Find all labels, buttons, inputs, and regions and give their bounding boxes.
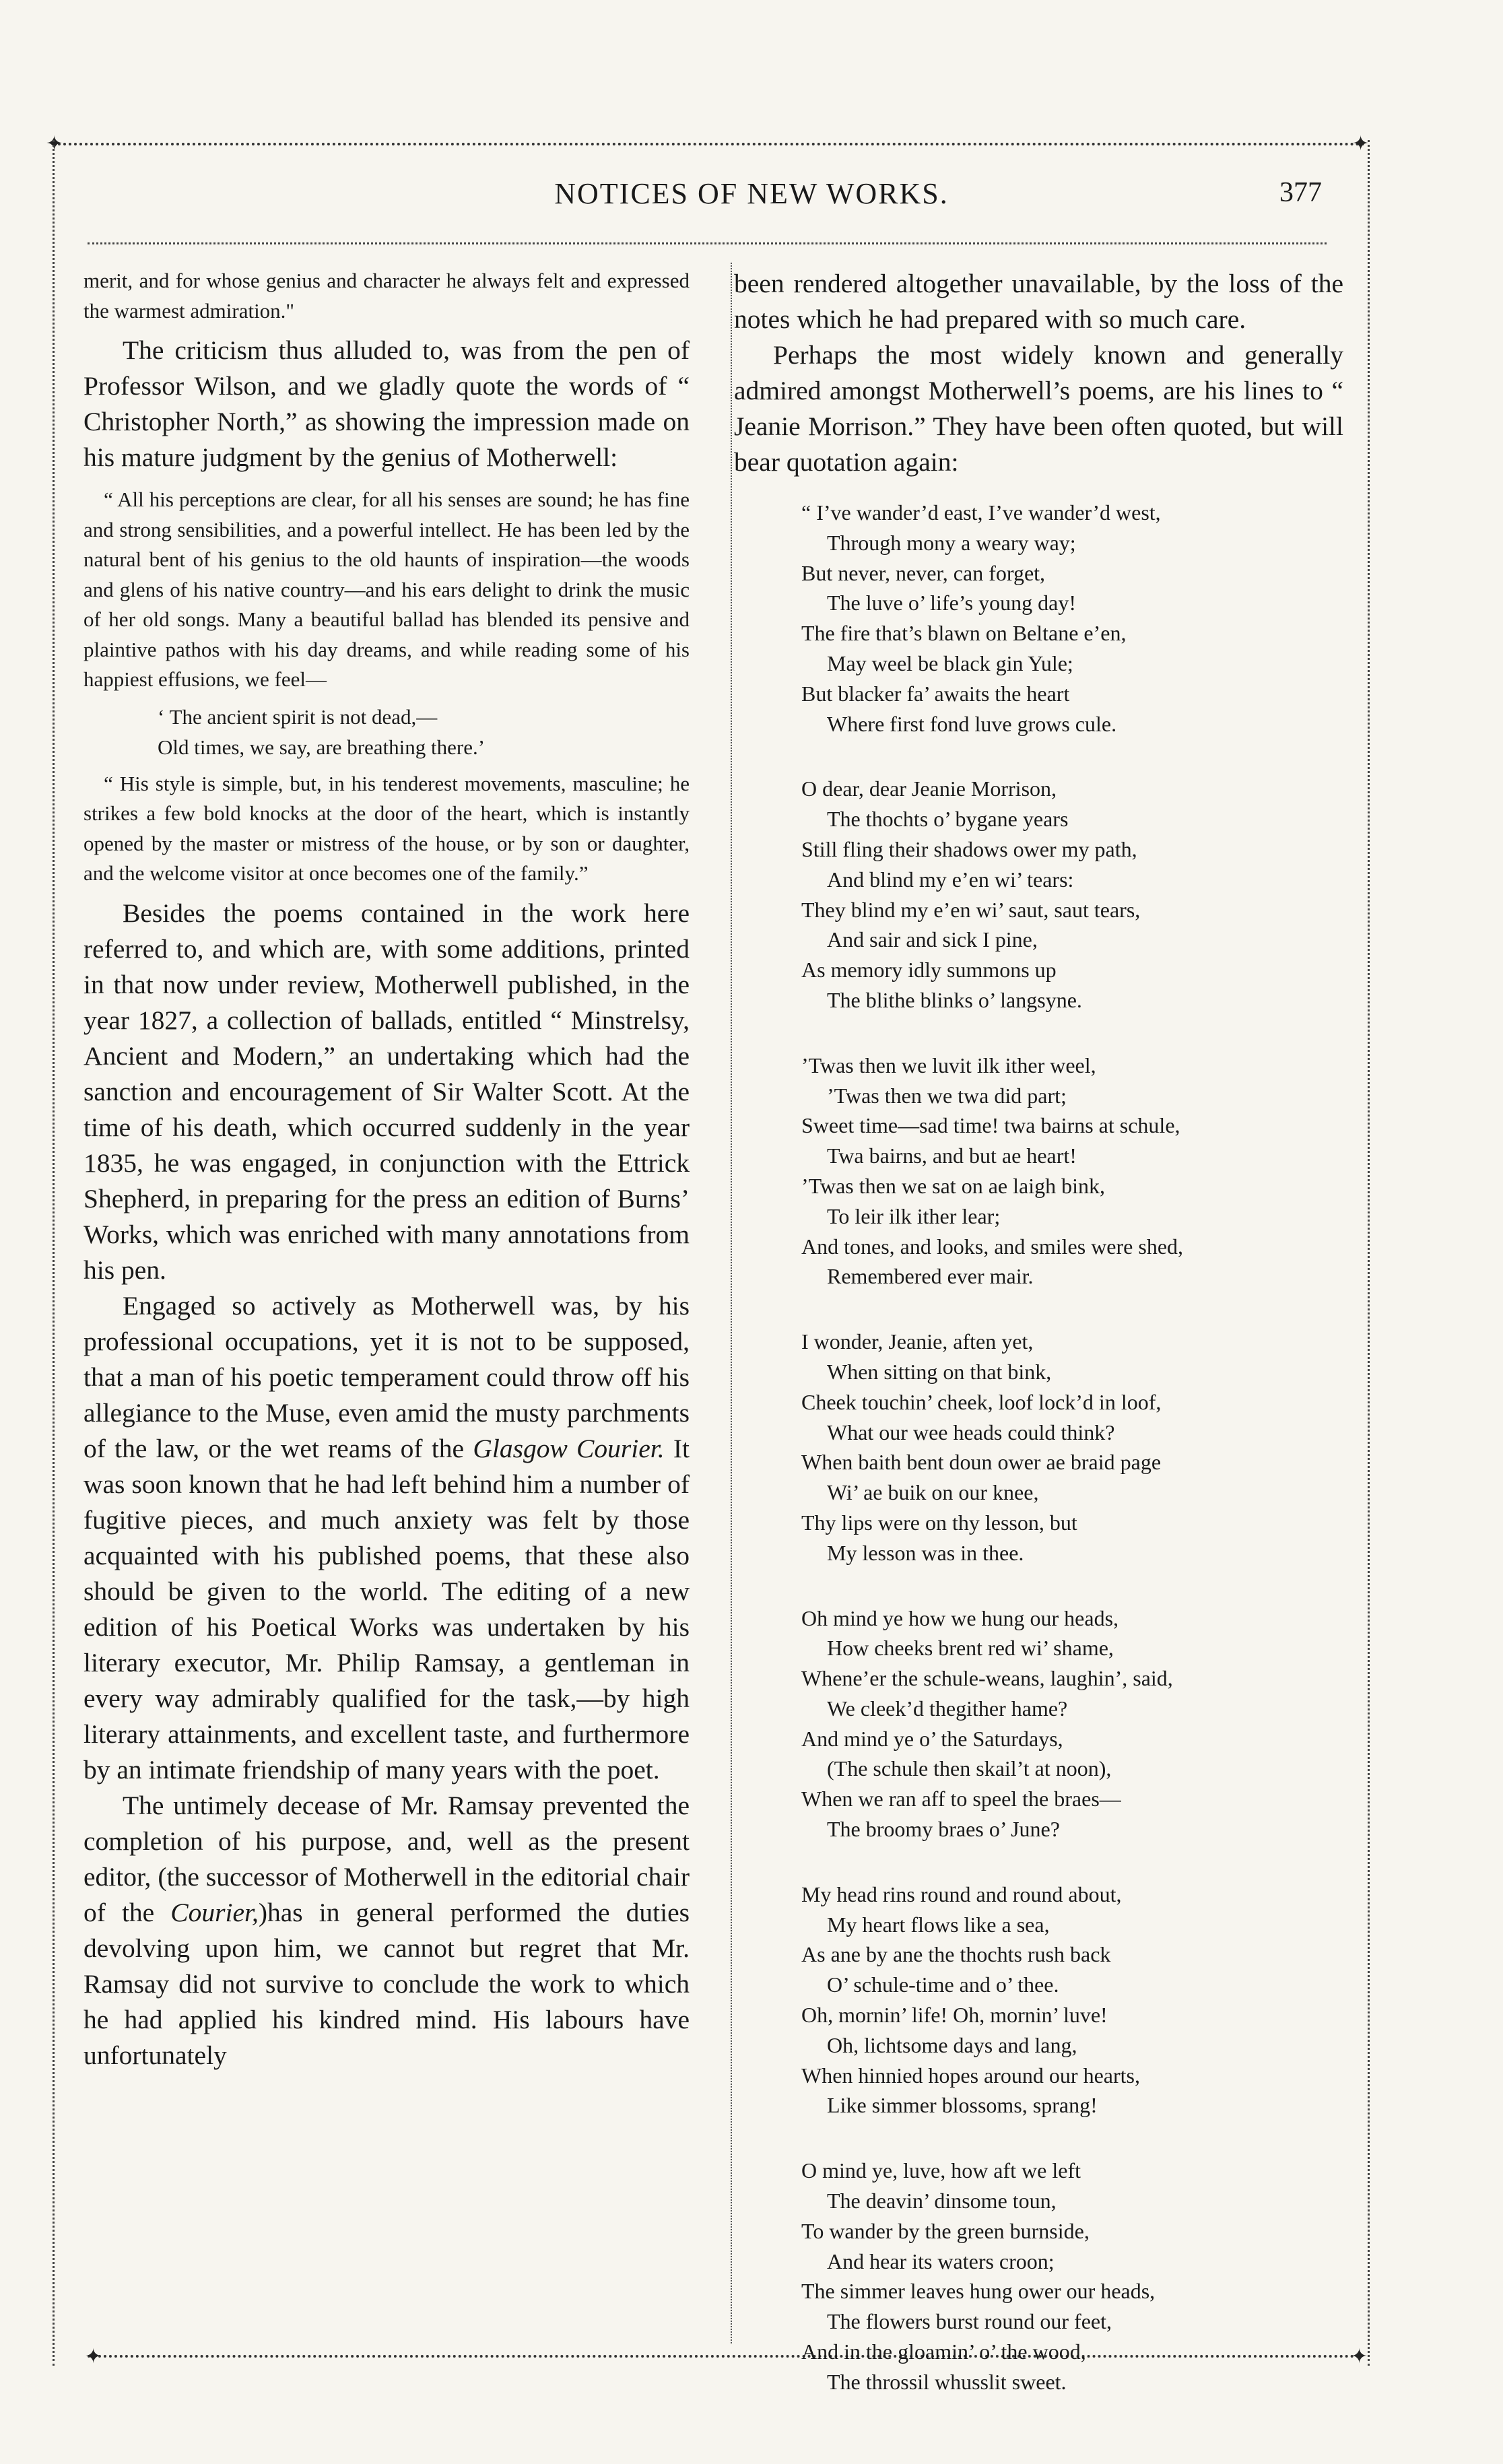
column-separator	[731, 263, 732, 2343]
poem-line: Twa bairns, and but ae heart!	[827, 1143, 1077, 1168]
poem-line: O’ schule-time and o’ thee.	[827, 1972, 1059, 1997]
poem-line: Cheek touchin’ cheek, loof lock’d in loof,	[801, 1389, 1162, 1414]
poem-line: ’Twas then we sat on ae laigh bink,	[801, 1173, 1105, 1198]
paragraph	[84, 1288, 690, 1788]
left-column	[84, 266, 690, 2073]
poem-line: And sair and sick I pine,	[827, 927, 1038, 952]
poem-line: (The schule then skail’t at noon),	[827, 1756, 1112, 1781]
poem-line: Wi’ ae buik on our knee,	[827, 1480, 1039, 1505]
poem-line: Still fling their shadows ower my path,	[801, 836, 1137, 861]
poem-line: But blacker fa’ awaits the heart	[801, 681, 1070, 706]
corner-ornament-bottom-right: ✦	[1351, 2345, 1368, 2368]
poem-stanza	[801, 1879, 1343, 2121]
poem-line: O dear, dear Jeanie Morrison,	[801, 776, 1057, 801]
poem-line: To wander by the green burnside,	[801, 2218, 1090, 2243]
poem-line: Oh mind ye how we hung our heads,	[801, 1605, 1119, 1630]
page-number: 377	[1279, 177, 1322, 208]
poem-line: “ I’ve wander’d east, I’ve wander’d west,	[801, 500, 1161, 525]
poem-stanza	[801, 1327, 1343, 1568]
poem-line: To leir ilk ither lear;	[827, 1203, 1001, 1228]
paragraph-continuation: merit, and for whose genius and character he always felt and expressed the warmest admiration."	[84, 269, 690, 323]
block-quote: “ His style is simple, but, in his tenderest movements, masculine; he strikes a few bold knocks at the door of the heart, which is instantly opened by the master or mistress of the house, or by son or daughter, and the welcome visitor at once becomes one of the family.”	[84, 771, 690, 885]
poem-line: I wonder, Jeanie, aften yet,	[801, 1329, 1034, 1354]
quoted-verse	[158, 702, 690, 762]
poem-stanza	[801, 2156, 1343, 2397]
poem-line: What our wee heads could think?	[827, 1420, 1115, 1444]
poem-line: Remembered ever mair.	[827, 1264, 1034, 1289]
italic-title: Courier,	[170, 1897, 259, 1927]
poem-line: Like simmer blossoms, sprang!	[827, 2093, 1098, 2118]
poem-line: Oh, mornin’ life! Oh, mornin’ luve!	[801, 2003, 1108, 2028]
poem-line: O mind ye, luve, how aft we left	[801, 2158, 1081, 2183]
poem-line: The deavin’ dinsome toun,	[827, 2189, 1057, 2213]
poem-line: How cheeks brent red wi’ shame,	[827, 1636, 1114, 1661]
poem-line: ’Twas then we twa did part;	[827, 1083, 1067, 1108]
verse-line: ‘ The ancient spirit is not dead,—	[158, 704, 438, 729]
text-run: The untimely decease of Mr. Ramsay prevented the completion of his purpose, and, well as the present editor, (the successor of Motherwell in the editorial chair of the	[84, 1790, 690, 1927]
poem-line: Where first fond luve grows cule.	[827, 711, 1117, 736]
poem-line: Sweet time—sad time! twa bairns at schule,	[801, 1113, 1180, 1138]
poem-line: The blithe blinks o’ langsyne.	[827, 987, 1082, 1012]
poem-line: And in the gloamin’ o’ the wood,	[801, 2339, 1086, 2364]
poem-line: May weel be black gin Yule;	[827, 651, 1073, 675]
corner-ornament-bottom-left: ✦	[85, 2345, 102, 2368]
poem-line: The luve o’ life’s young day!	[827, 591, 1076, 615]
poem-line: The fire that’s blawn on Beltane e’en,	[801, 621, 1127, 646]
poem-line: ’Twas then we luvit ilk ither weel,	[801, 1053, 1096, 1077]
poem-line: The throssil whusslit sweet.	[827, 2369, 1067, 2394]
poem-line: My heart flows like a sea,	[827, 1912, 1050, 1937]
poem-line: The thochts o’ bygane years	[827, 807, 1069, 832]
poem-line: And blind my e’en wi’ tears:	[827, 867, 1074, 892]
poem-line: Oh, lichtsome days and lang,	[827, 2032, 1077, 2057]
poem-line: When we ran aff to speel the braes—	[801, 1787, 1121, 1811]
poem-line: Whene’er the schule-weans, laughin’, said,	[801, 1666, 1173, 1691]
header-rule	[88, 242, 1327, 244]
poem-stanza	[801, 1603, 1343, 1844]
poem-line: We cleek’d thegither hame?	[827, 1696, 1068, 1721]
verse-line: Old times, we say, are breathing there.’	[158, 735, 486, 759]
poem-line: When baith bent doun ower ae braid page	[801, 1450, 1162, 1475]
poem-stanza	[801, 1051, 1343, 1292]
poem-line: My lesson was in thee.	[827, 1540, 1024, 1565]
poem-line: And tones, and looks, and smiles were shed,	[801, 1234, 1184, 1259]
poem-line: When hinnied hopes around our hearts,	[801, 2063, 1140, 2088]
right-column	[734, 266, 1343, 2432]
poem-line: My head rins round and round about,	[801, 1882, 1122, 1906]
paragraph: The criticism thus alluded to, was from the pen of Professor Wilson, and we gladly quote the words of “ Christopher North,” as showing the impression made on his mature judgment by the genius of Motherwell:	[84, 335, 690, 472]
poem-line: The simmer leaves hung ower our heads,	[801, 2279, 1156, 2304]
poem-stanza	[801, 774, 1343, 1015]
poem-line: As memory idly summons up	[801, 958, 1057, 983]
poem-line: But never, never, can forget,	[801, 560, 1046, 585]
corner-ornament-top-right: ✦	[1352, 133, 1370, 155]
poem-line: Thy lips were on thy lesson, but	[801, 1510, 1077, 1535]
text-run: Engaged so actively as Motherwell was, by his professional occupations, yet it is not to be supposed, that a man of his poetic temperament could throw off his allegiance to the Muse, even amid the musty parchments of the law, or the wet reams of the	[84, 1290, 690, 1463]
poem-line: As ane by ane the thochts rush back	[801, 1942, 1111, 1967]
poem-line: And hear its waters croon;	[827, 2249, 1055, 2273]
paragraph	[84, 1788, 690, 2073]
poem-line: The broomy braes o’ June?	[827, 1817, 1060, 1842]
paragraph-continuation: been rendered altogether unavailable, by the loss of the notes which he had prepared with so much care.	[734, 269, 1343, 334]
block-quote: “ All his perceptions are clear, for all his senses are sound; he has fine and strong sensibilities, and a powerful intellect. He has been led by the natural bent of his genius to the old haunts of inspiration—the woods and glens of his native country—and his ears delight to drink the music of her old songs. Many a beautiful ballad has blended its pensive and plaintive pathos with his day dreams, and while reading some of his happiest effusions, we feel—	[84, 488, 690, 691]
text-run: It was soon known that he had left behind him a number of fugitive pieces, and much anxiety was felt by those acquainted with his published poems, that these also should be given to the world. The editing of a new edition of his Poetical Works was undertaken by his literary executor, Mr. Philip Ramsay, a gentleman in every way admirably qualified for the task,—by high literary attainments, and excellent taste, and furthermore by an intimate friendship of many years with the poet.	[84, 1433, 690, 1785]
poem-line: Through mony a weary way;	[827, 530, 1076, 555]
poem-line: The flowers burst round our feet,	[827, 2309, 1112, 2334]
poem-stanza	[801, 498, 1343, 739]
poem-line: And mind ye o’ the Saturdays,	[801, 1726, 1063, 1751]
paragraph: Besides the poems contained in the work here referred to, and which are, with some additions, printed in that now under review, Motherwell published, in the year 1827, a collection of ballads, entitled “ Minstrelsy, Ancient and Modern,” an undertaking which had the sanction and encouragement of Sir Walter Scott. At the time of his death, which occurred suddenly in the year 1835, he was engaged, in conjunction with the Ettrick Shepherd, in preparing for the press an edition of Burns’ Works, which was enriched with many annotations from his pen.	[84, 898, 690, 1285]
italic-title: Glasgow Courier.	[473, 1433, 665, 1463]
running-head: NOTICES OF NEW WORKS.	[554, 177, 949, 210]
poem-line: When sitting on that bink,	[827, 1359, 1052, 1384]
poem-jeanie-morrison	[734, 498, 1343, 2397]
corner-ornament-top-left: ✦	[46, 133, 63, 155]
paragraph: Perhaps the most widely known and generally admired amongst Motherwell’s poems, are his lines to “ Jeanie Morrison.” They have been often quoted, but will bear quotation again:	[734, 340, 1343, 477]
text-run: )has in general performed the duties devolving upon him, we cannot but regret that Mr. Ramsay did not survive to conclude the work to which he had applied his kindred mind. His labours have unfortunately	[84, 1897, 690, 2070]
poem-line: They blind my e’en wi’ saut, saut tears,	[801, 897, 1141, 922]
